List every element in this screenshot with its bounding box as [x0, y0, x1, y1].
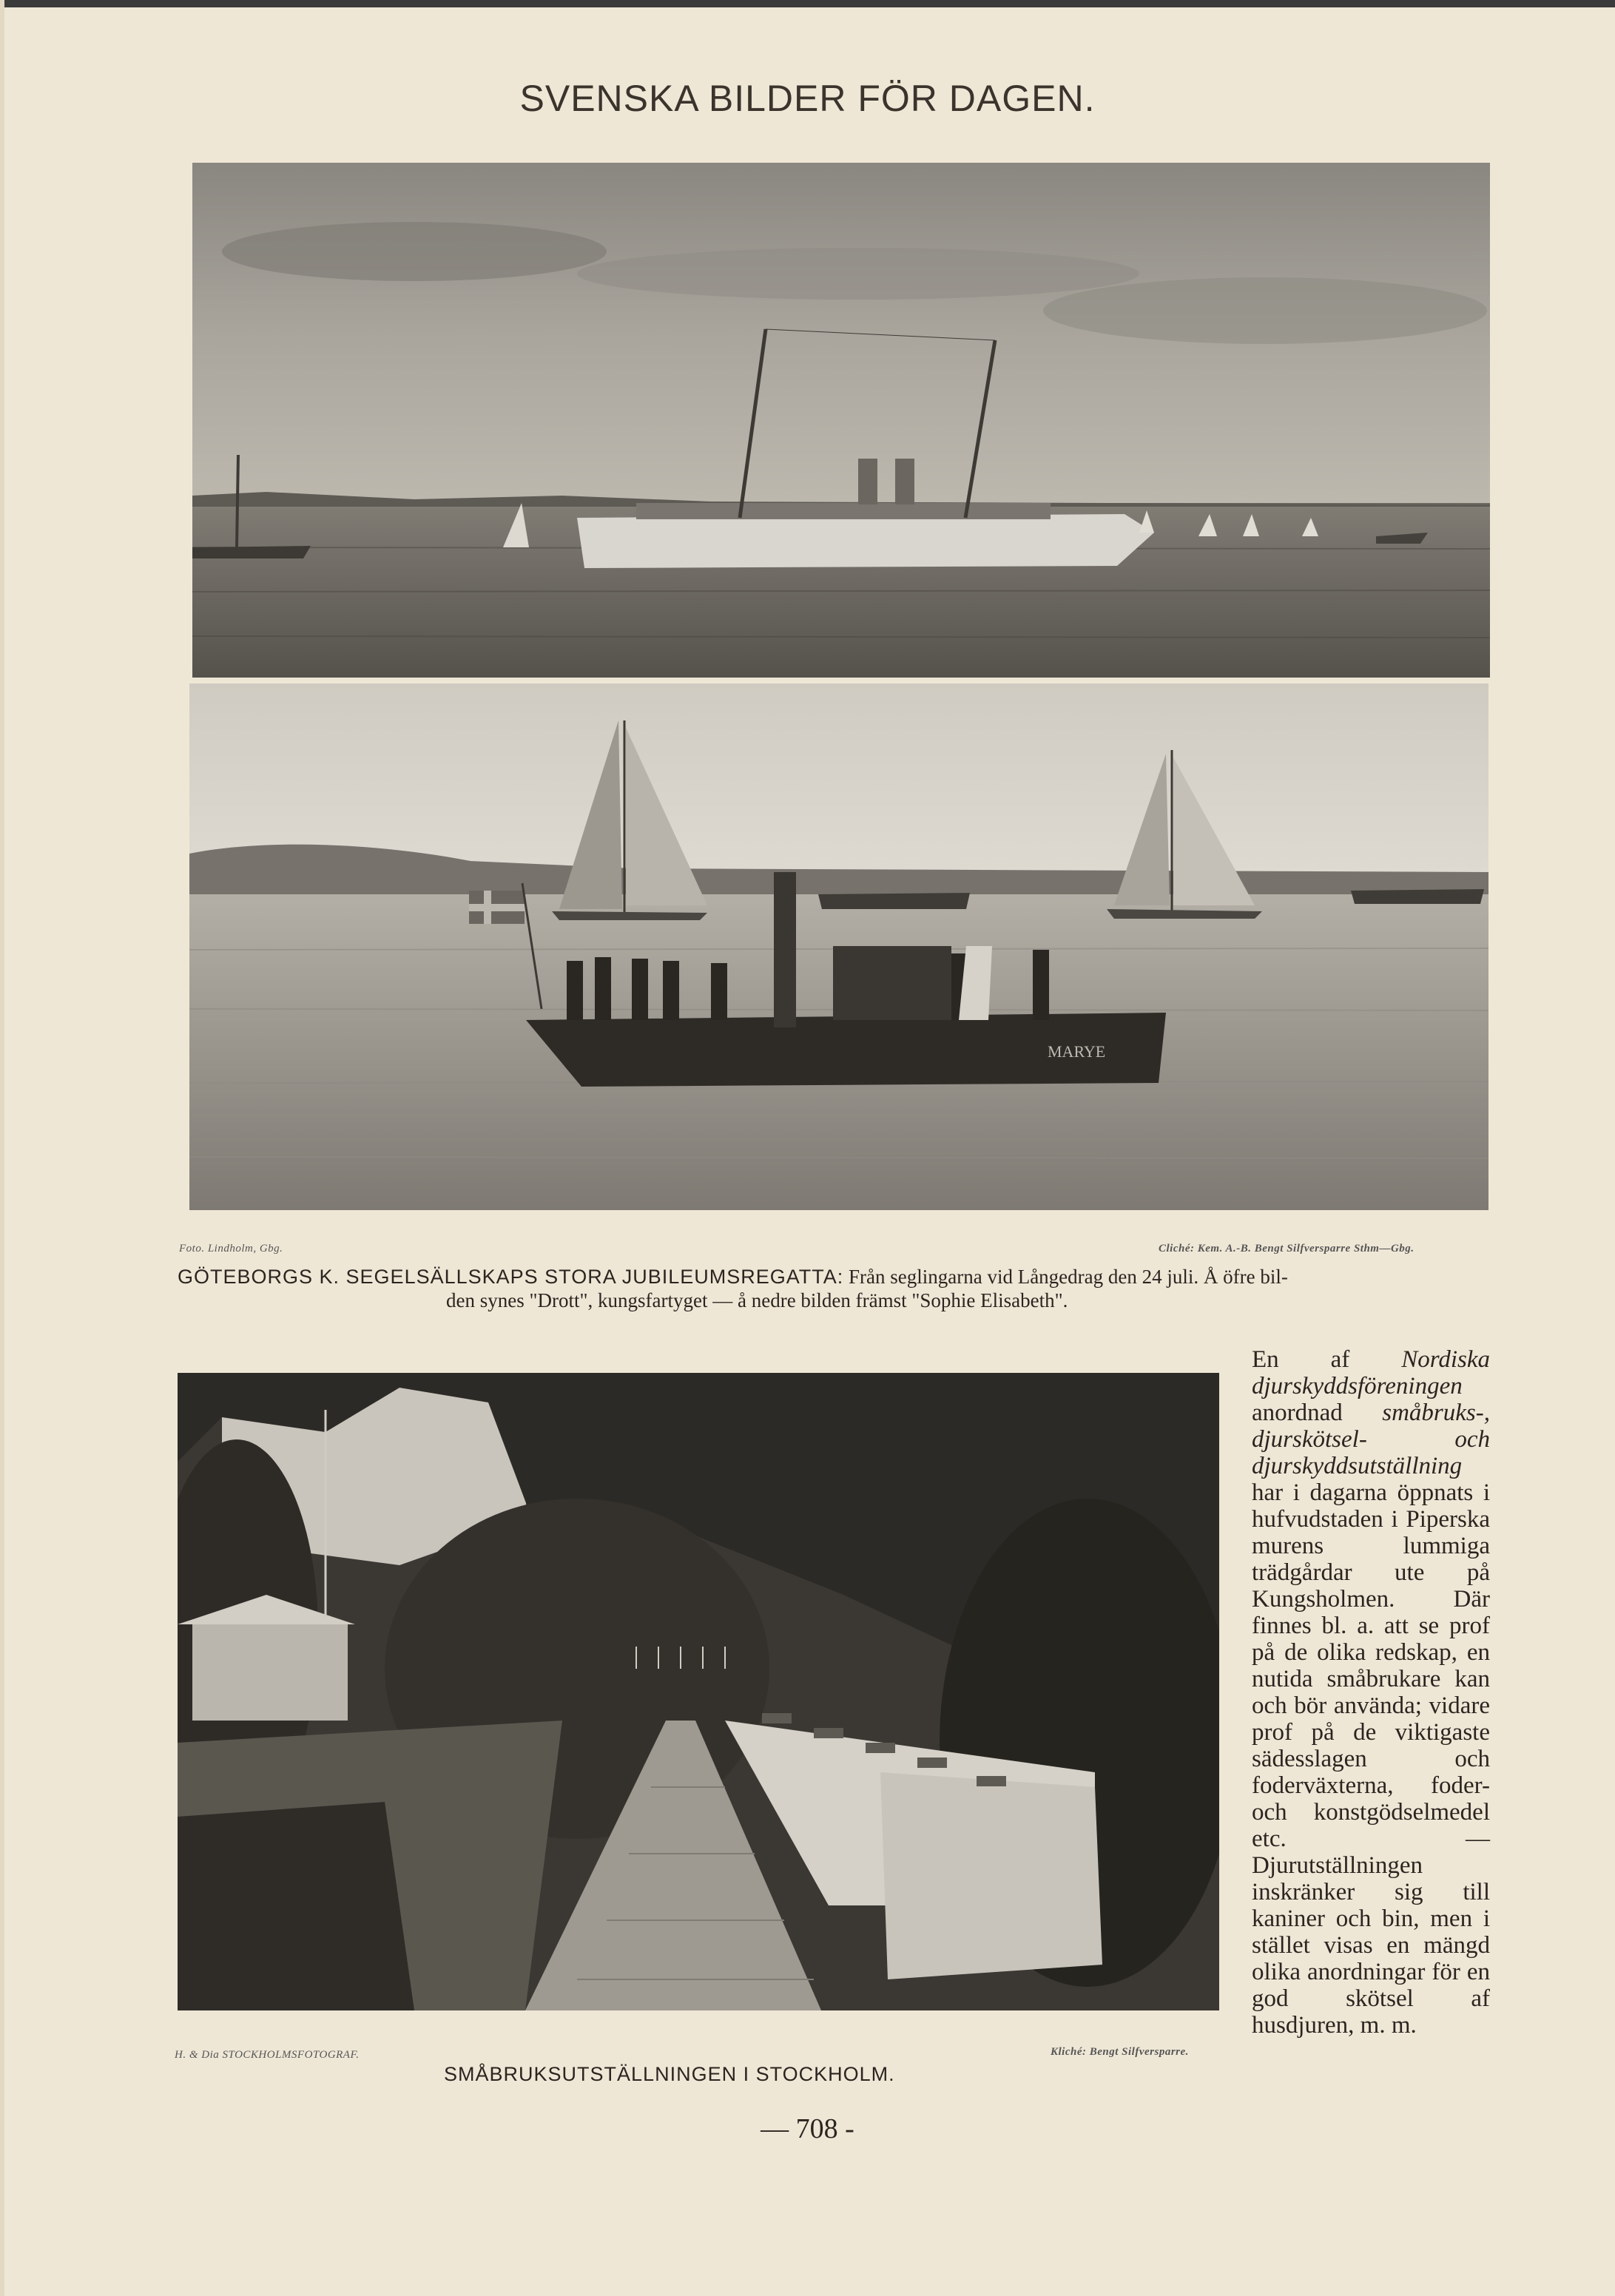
- page-edge: [0, 0, 1615, 7]
- article-text-4: småbruks-, djurskötsel- och djurskyddsutställning: [1252, 1399, 1490, 1479]
- page-number: — 708 -: [761, 2113, 854, 2144]
- regatta-photo-credit: Foto. Lindholm, Gbg.: [179, 1243, 283, 1255]
- boat-name-label: MARYE: [1048, 1042, 1106, 1061]
- article-text: [1252, 1346, 1490, 2039]
- article-text-5: har i dagarna öppnats i hufvudstaden i Piperska murens lummiga trädgårdar ute på Kungsholmen. Där finnes bl. a. att se prof på de olika redskap, en nutida småbrukare kan och bör användа; vidare prof på de viktigaste sädesslagen och foderväxterna, foder- och konstgödselmedel etc. — Djurutställningen inskränker sig till kaniner och bin, men i stället visas en mängd olika anordningar för en god skötsel af husdjuren, m. m.: [1252, 1479, 1490, 2039]
- page-edge-left: [0, 0, 4, 2296]
- regatta-cliche-credit: Cliché: Kem. A.-B. Bengt Silfversparre Sthm—Gbg.: [1159, 1243, 1415, 1255]
- regatta-caption-text-2: den synes "Drott", kungsfartyget — å nedre bilden främst "Sophie Elisabeth".: [446, 1289, 1068, 1311]
- article-text-2: Nordiska djurskyddsföreningen: [1252, 1346, 1490, 1399]
- page-header: SVENSKA BILDER FÖR DAGEN.: [519, 78, 1096, 119]
- article-text-3: anordnad: [1252, 1399, 1383, 1426]
- article-text-1: En af: [1252, 1346, 1402, 1373]
- regatta-caption-text-1: Från seglingarna vid Långedrag den 24 juli. Å öfre bil-: [849, 1266, 1288, 1288]
- exhibition-cliche-credit: Kliché: Bengt Silfversparre.: [1051, 2046, 1189, 2058]
- exhibition-photo-credit: H. & Dia STOCKHOLMSFOTOGRAF.: [175, 2049, 360, 2061]
- regatta-photo-bottom: [189, 683, 1488, 1210]
- exhibition-photo: [178, 1373, 1219, 2010]
- regatta-photo-top: [192, 163, 1490, 678]
- regatta-caption-title: GÖTEBORGS K. SEGELSÄLLSKAPS STORA JUBILEUMSREGATTA:: [178, 1266, 844, 1288]
- exhibition-caption: SMÅBRUKSUTSTÄLLNINGEN I STOCKHOLM.: [444, 2063, 895, 2085]
- regatta-caption: [178, 1265, 1502, 1312]
